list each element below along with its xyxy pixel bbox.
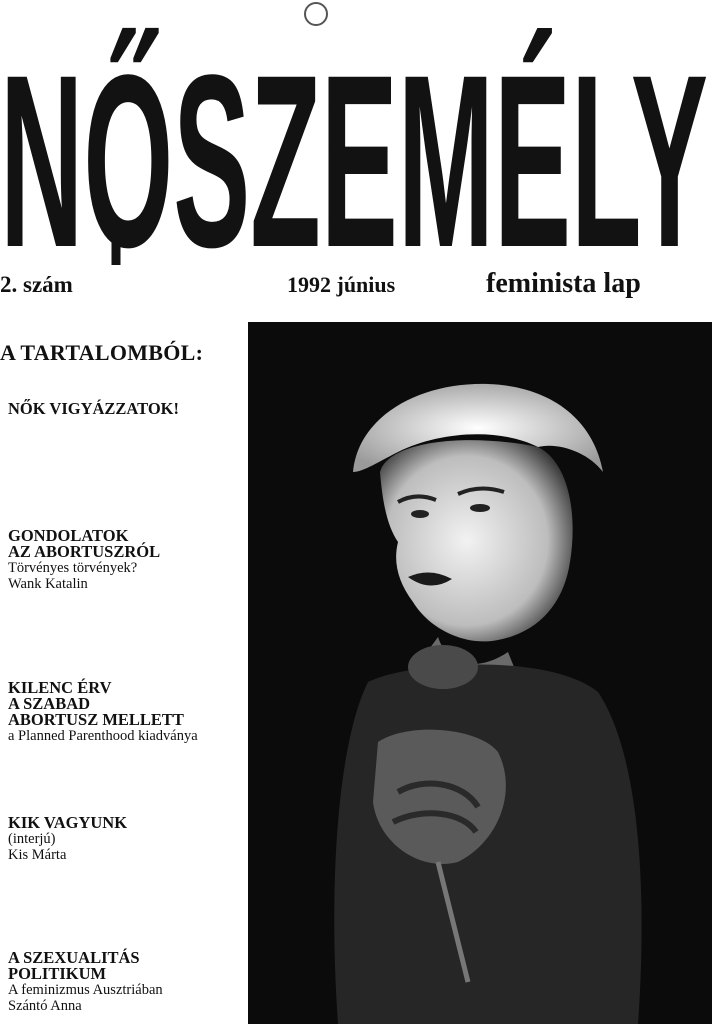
- stamp-mark: [305, 3, 327, 25]
- toc-item-subtitle: A feminizmus Ausztriában Szántó Anna: [8, 982, 163, 1014]
- masthead: [0, 0, 712, 265]
- masthead-logo: [0, 0, 712, 265]
- masthead-title: NŐSZEMÉLY: [0, 24, 708, 265]
- issue-date: 1992 június: [287, 272, 396, 297]
- toc-item-title: KIK VAGYUNK: [8, 813, 128, 832]
- toc-item-title: NŐK VIGYÁZZATOK!: [8, 399, 179, 418]
- toc-item-title: KILENC ÉRV A SZABAD ABORTUSZ MELLETT: [8, 678, 184, 729]
- toc-item: [8, 528, 244, 592]
- issue-number: 2. szám: [0, 272, 73, 297]
- toc-heading: A TARTALOMBÓL:: [0, 340, 204, 365]
- portrait-illustration: [248, 322, 712, 1024]
- toc-item-title: GONDOLATOK AZ ABORTUSZRÓL: [8, 526, 161, 561]
- toc-item-subtitle: a Planned Parenthood kiadványa: [8, 728, 198, 744]
- toc-item-title: A SZEXUALITÁS POLITIKUM: [8, 948, 140, 983]
- cover-photo: [248, 322, 712, 1024]
- toc-item: [8, 401, 244, 417]
- tagline: feminista lap: [486, 268, 641, 299]
- toc-item: [8, 815, 244, 863]
- toc-item-subtitle: Törvényes törvények? Wank Katalin: [8, 560, 138, 592]
- toc-item-subtitle: (interjú) Kis Márta: [8, 831, 67, 863]
- toc-item: [8, 680, 244, 744]
- toc-item: [8, 950, 244, 1014]
